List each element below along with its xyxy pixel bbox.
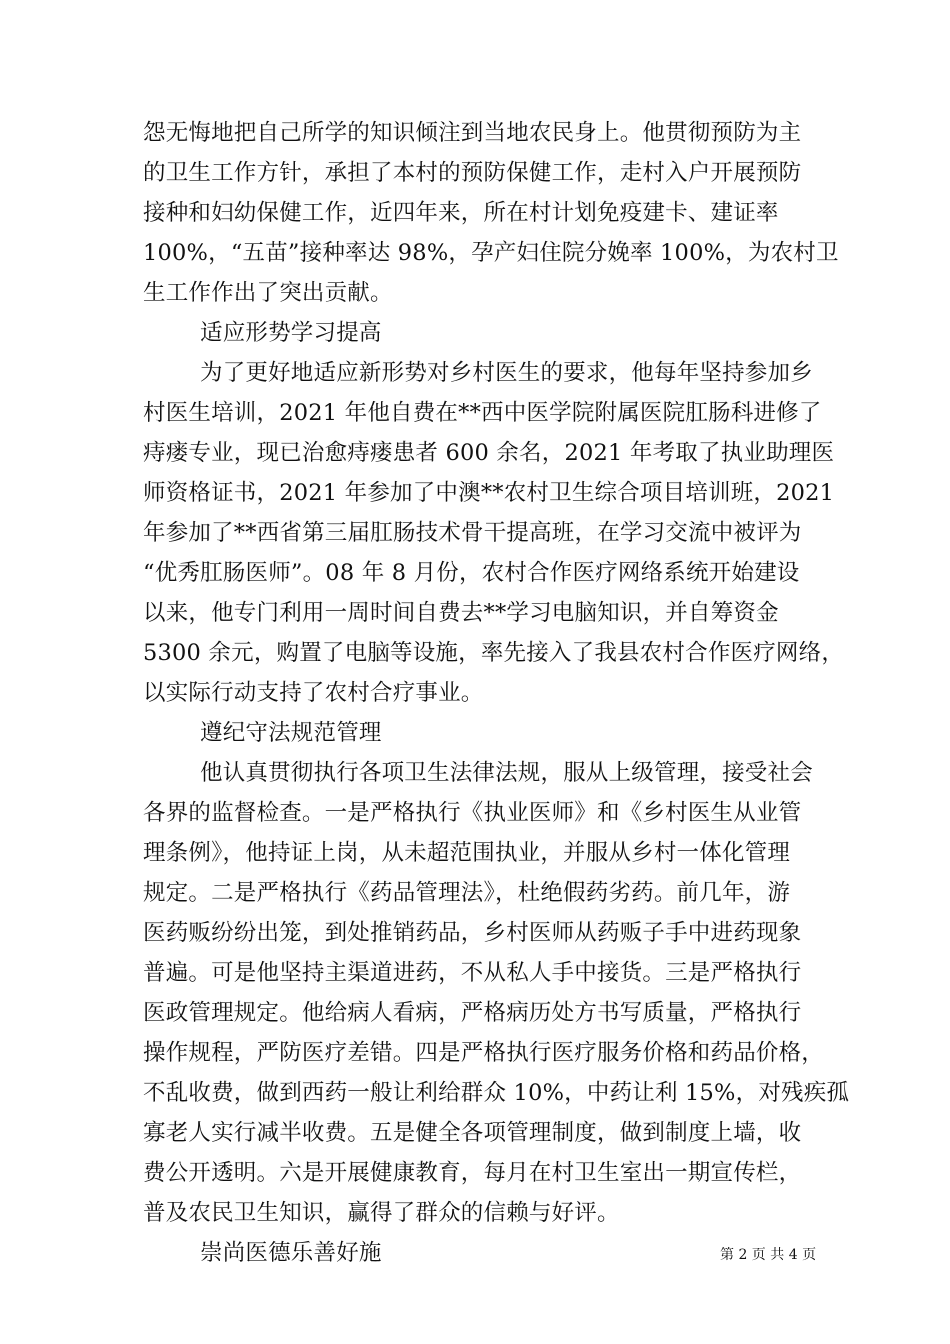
paragraph-line: 的卫生工作方针，承担了本村的预防保健工作，走村入户开展预防 — [143, 160, 802, 186]
section-heading: 遵纪守法规范管理 — [200, 720, 382, 746]
paragraph-line: 各界的监督检查。一是严格执行《执业医师》和《乡村医生从业管 — [143, 800, 802, 826]
paragraph-line: 以来，他专门利用一周时间自费去**学习电脑知识，并自筹资金 — [143, 600, 779, 626]
paragraph-line: “优秀肛肠医师”。08 年 8 月份，农村合作医疗网络系统开始建设 — [143, 560, 800, 586]
paragraph-line: 不乱收费，做到西药一般让利给群众 10%，中药让利 15%，对残疾孤 — [143, 1080, 850, 1106]
paragraph-line: 寡老人实行减半收费。五是健全各项管理制度，做到制度上墙，收 — [143, 1120, 802, 1146]
paragraph-line: 医政管理规定。他给病人看病，严格病历处方书写质量，严格执行 — [143, 1000, 802, 1026]
paragraph-line: 普及农民卫生知识，赢得了群众的信赖与好评。 — [143, 1200, 620, 1226]
paragraph-line: 师资格证书，2021 年参加了中澳**农村卫生综合项目培训班，2021 — [143, 480, 835, 506]
paragraph-line: 以实际行动支持了农村合疗事业。 — [143, 680, 484, 706]
paragraph-line: 普遍。可是他坚持主渠道进药，不从私人手中接货。三是严格执行 — [143, 960, 802, 986]
paragraph-line: 操作规程，严防医疗差错。四是严格执行医疗服务价格和药品价格， — [143, 1040, 825, 1066]
paragraph-line: 规定。二是严格执行《药品管理法》，杜绝假药劣药。前几年，游 — [143, 880, 791, 906]
paragraph-line: 痔瘘专业，现已治愈痔瘘患者 600 余名，2021 年考取了执业助理医 — [143, 440, 835, 466]
section-heading: 崇尚医德乐善好施 — [200, 1240, 382, 1266]
section-heading: 适应形势学习提高 — [200, 320, 382, 346]
paragraph-line: 他认真贯彻执行各项卫生法律法规，服从上级管理，接受社会 — [200, 760, 813, 786]
paragraph-line: 为了更好地适应新形势对乡村医生的要求，他每年坚持参加乡 — [200, 360, 813, 386]
paragraph-line: 年参加了**西省第三届肛肠技术骨干提高班，在学习交流中被评为 — [143, 520, 802, 546]
paragraph-line: 100%，“五苗”接种率达 98%，孕产妇住院分娩率 100%，为农村卫 — [143, 240, 839, 266]
paragraph-line: 村医生培训，2021 年他自费在**西中医学院附属医院肛肠科进修了 — [143, 400, 822, 426]
paragraph-line: 费公开透明。六是开展健康教育，每月在村卫生室出一期宣传栏， — [143, 1160, 802, 1186]
paragraph-line: 理条例》，他持证上岗，从未超范围执业，并服从乡村一体化管理 — [143, 840, 791, 866]
paragraph-line: 生工作作出了突出贡献。 — [143, 280, 393, 306]
paragraph-line: 怨无悔地把自己所学的知识倾注到当地农民身上。他贯彻预防为主 — [143, 120, 802, 146]
page-number: 第 2 页 共 4 页 — [720, 1247, 817, 1263]
paragraph-line: 医药贩纷纷出笼，到处推销药品，乡村医师从药贩子手中进药现象 — [143, 920, 802, 946]
paragraph-line: 5300 余元，购置了电脑等设施，率先接入了我县农村合作医疗网络， — [143, 640, 845, 666]
paragraph-line: 接种和妇幼保健工作，近四年来，所在村计划免疫建卡、建证率 — [143, 200, 779, 226]
